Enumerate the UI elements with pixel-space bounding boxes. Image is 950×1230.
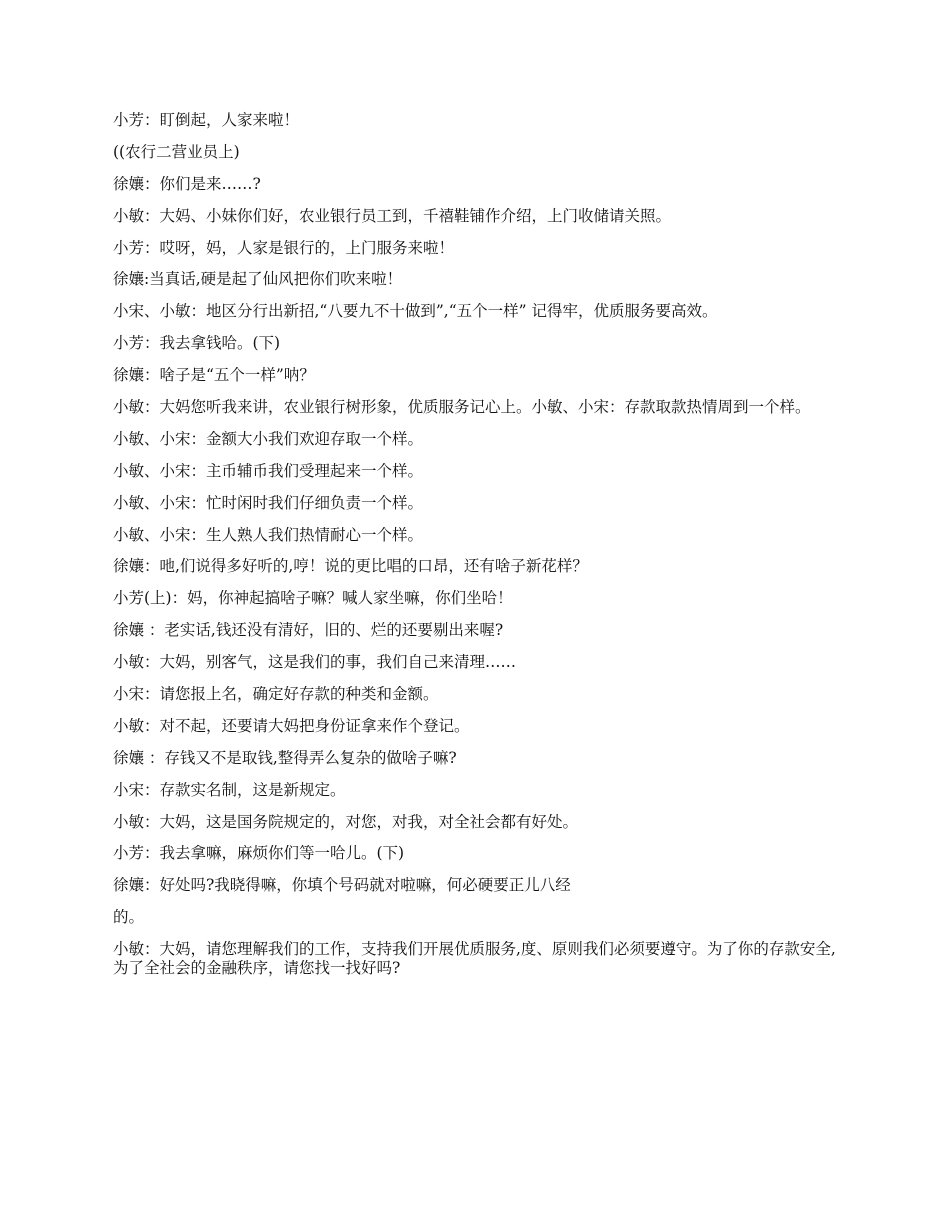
dialogue-line: 徐孃 ：存钱又不是取钱,整得弄么复杂的做啥子嘛? [113,748,457,767]
dialogue-line: 小宋：请您报上名，确定好存款的种类和金额。 [113,685,439,704]
dialogue-line: 徐孃：吔,们说得多好听的,哼！说的更比唱的口昂，还有啥子新花样？ [113,557,588,576]
dialogue-line: 小芳：哎呀，妈，人家是银行的，上门服务来啦！ [113,238,455,257]
dialogue-line: 小芳：我去拿钱哈。(下) [113,334,281,353]
script-text [113,111,843,991]
dialogue-line: 小敏、小宋：主币辅币我们受理起来一个样。 [113,461,424,480]
dialogue-line: 的。 [113,908,145,927]
dialogue-line: 徐孃：啥子是“五个一样”呐？ [113,366,315,385]
dialogue-line: 小宋：存款实名制，这是新规定。 [113,780,346,799]
dialogue-line: 小宋、小敏：地区分行出新招,“八要九不十做到”,“五个一样” 记得牢，优质服务要高效。 [113,302,718,321]
dialogue-line: 徐孃：你们是来……? [113,174,261,193]
dialogue-line: 小敏、小宋：生人熟人我们热情耐心一个样。 [113,525,424,544]
dialogue-line: 小敏：大妈、小妹你们好，农业银行员工到，千禧鞋铺作介绍，上门收储请关照。 [113,206,672,225]
dialogue-line: 小敏、小宋：金额大小我们欢迎存取一个样。 [113,429,424,448]
dialogue-line: 徐孃：好处吗?我晓得嘛，你填个号码就对啦嘛，何必硬要正儿八经 [113,876,571,895]
dialogue-line: 小敏：大妈，请您理解我们的工作，支持我们开展优质服务,度、原则我们必须要遵守。为了你的存款安全,为了全社会的金融秩序，请您找一找好吗? [113,940,836,978]
dialogue-line: 小敏、小宋：忙时闲时我们仔细负责一个样。 [113,493,424,512]
dialogue-line: 小芳(上)：妈，你神起搞啥子嘛？喊人家坐嘛，你们坐哈！ [113,589,513,608]
dialogue-line: 小芳：盯倒起，人家来啦！ [113,111,300,129]
dialogue-line: 小芳：我去拿嘛，麻烦你们等一哈儿。(下) [113,844,405,863]
dialogue-line: 小敏：大妈您听我来讲，农业银行树形象，优质服务记心上。小敏、小宋：存款取款热情周到一个样。 [113,398,811,417]
stage-direction: ((农行二营业员上) [113,142,240,161]
dialogue-line: 小敏：大妈，这是国务院规定的，对您，对我，对全社会都有好处。 [113,812,579,831]
dialogue-line: 徐孃:当真话,硬是起了仙风把你们吹来啦！ [113,270,403,289]
dialogue-line: 小敏：大妈，别客气，这是我们的事，我们自己来清理…… [113,653,517,672]
dialogue-line: 徐孃 ：老实话,钱还没有清好，旧的、烂的还要剔出来喔? [113,621,504,640]
dialogue-line: 小敏：对不起，还要请大妈把身份证拿来作个登记。 [113,716,470,735]
